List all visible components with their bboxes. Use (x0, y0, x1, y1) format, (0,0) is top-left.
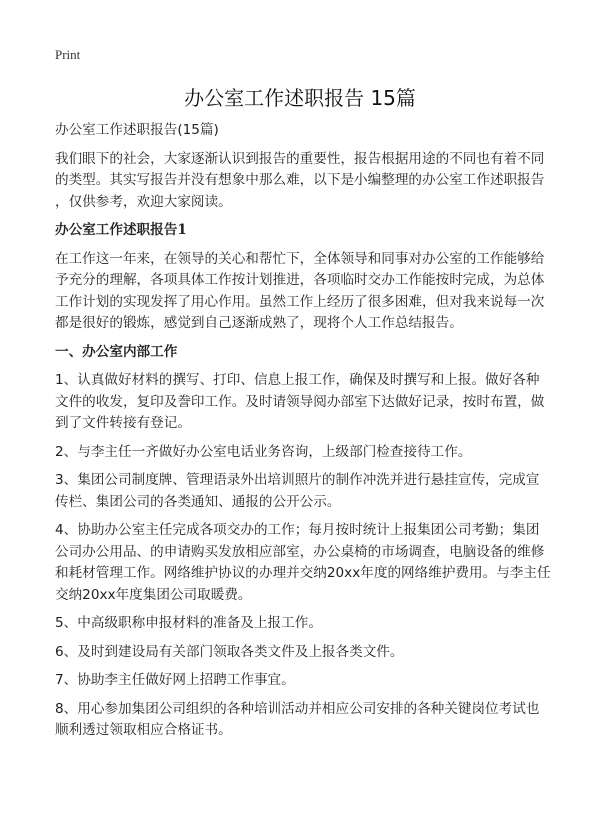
print-link[interactable]: Print (55, 47, 81, 62)
report-paragraph (55, 249, 555, 335)
text-line: 7、协助李主任做好网上招聘工作事宜。 (55, 672, 295, 688)
work-item (55, 699, 555, 742)
text-line: 5、中高级职称申报材料的准备及上报工作。 (55, 615, 322, 631)
work-item (55, 442, 555, 464)
text-line: 都是很好的锻炼，感觉到自己逐渐成熟了，现将个人工作总结报告。 (55, 315, 463, 331)
text-line: 1、认真做好材料的撰写、打印、信息上报工作，确保及时撰写和上报。做好各种 (55, 372, 540, 388)
work-item (55, 613, 555, 635)
work-item (55, 670, 555, 692)
work-item (55, 370, 555, 435)
text-line: 传栏、集团公司的各类通知、通报的公开公示。 (55, 493, 341, 510)
text-line: 在工作这一年来，在领导的关心和帮忙下，全体领导和同事对办公室的工作能够给 (55, 250, 545, 267)
text-line: 2、与李主任一齐做好办公室电话业务咨询，上级部门检查接待工作。 (55, 443, 472, 460)
page-title: 办公室工作述职报告 15篇 (184, 86, 416, 110)
section-heading: 办公室工作述职报告1 (55, 222, 187, 238)
text-line: 和耗材管理工作。网络维护协议的办理并交纳20xx年度的网络维护费用。与李主任 (55, 565, 551, 581)
text-line: 予充分的理解，各项具体工作按计划推进，各项临时交办工作能按时完成，为总体 (55, 272, 545, 288)
text-line: 交纳20xx年度集团公司取暖费。 (55, 586, 252, 603)
subsection-heading: 一、办公室内部工作 (55, 343, 178, 360)
text-line: 公司办公用品、的申请购买发放相应部室，办公桌椅的市场调查，电脑设备的维修 (55, 543, 545, 560)
text-line: 我们眼下的社会，大家逐渐认识到报告的重要性，报告根据用途的不同也有着不同 (55, 150, 545, 167)
work-item-list (55, 370, 555, 742)
subtitle: 办公室工作述职报告(15篇) (55, 122, 219, 138)
text-line: 到了文件转接有登记。 (55, 415, 191, 431)
text-line: ，仅供参考，欢迎大家阅读。 (55, 193, 232, 210)
work-item (55, 470, 555, 513)
text-line: 4、协助办公室主任完成各项交办的工作；每月按时统计上报集团公司考勤；集团 (55, 522, 540, 538)
text-line: 8、用心参加集团公司组织的各种培训活动并相应公司安排的各种关键岗位考试也 (55, 700, 540, 717)
text-line: 顺利透过领取相应合格证书。 (55, 722, 232, 738)
text-line: 文件的收发，复印及誊印工作。及时请领导阅办部室下达做好记录，按时布置，做 (55, 393, 545, 410)
intro-paragraph (55, 149, 555, 214)
document-body (55, 120, 555, 749)
work-item (55, 520, 555, 606)
text-line: 3、集团公司制度牌、管理语录外出培训照片的制作冲洗并进行悬挂宣传，完成宣 (55, 472, 540, 488)
text-line: 6、及时到建设局有关部门领取各类文件及上报各类文件。 (55, 643, 404, 660)
text-line: 的类型。其实写报告并没有想象中那么难，以下是小编整理的办公室工作述职报告 (55, 172, 545, 188)
work-item (55, 642, 555, 664)
text-line: 工作计划的实现发挥了用心作用。虽然工作上经历了很多困难，但对我来说每一次 (55, 293, 545, 310)
